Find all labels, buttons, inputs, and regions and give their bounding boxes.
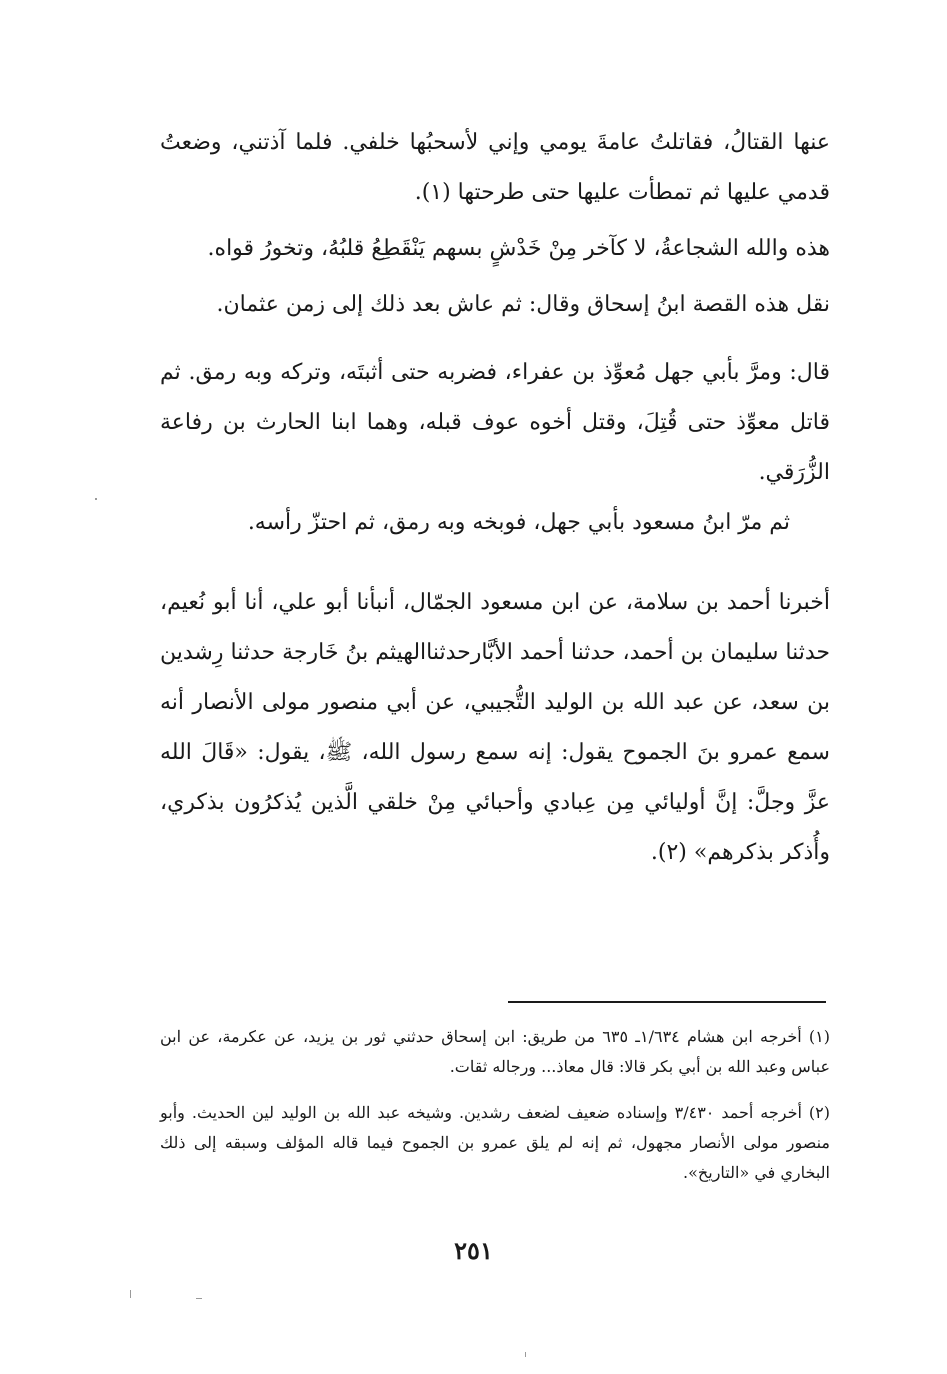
paragraph-6: أخبرنا أحمد بن سلامة، عن ابن مسعود الجمّال، أنبأنا أبو علي، أنا أبو نُعيم، حدثنا سليمان بن أحمد، حدثنا أحمد الأبَّارحدثناالهيثم بنُ خَارجة حدثنا رِشدين بن سعد، عن عبد الله بن الوليد التُّجيبي، عن أبي منصور مولى الأنصار أنه سمع عمرو بنَ الجموح يقول: إنه سمع رسول الله، ﷺ، يقول: «قَالَ الله عزَّ وجلَّ: إنَّ أوليائي مِن عِبادي وأحبائي مِنْ خلقي الَّذين يُذكرُون بذكري، وأُذكر بذكرهم» (٢). <box>160 590 830 865</box>
footnote-2: (٢) أخرجه أحمد ٣/٤٣٠ وإسناده ضعيف لضعف رشدين. وشيخه عبد الله بن الوليد لين الحديث. وأبو منصور مولى الأنصار مجهول، ثم إنه لم يلق عمرو بن الجموح فيما قاله المؤلف وسبقه إلى ذلك البخاري في «التاريخ». <box>160 1103 830 1182</box>
paragraph-2: هذه والله الشجاعةُ، لا كآخر مِنْ خَدْشٍ بسهم يَنْقَطِعُ قلبُهُ، وتخورُ قواه. <box>207 236 830 261</box>
footnote-divider <box>508 1001 826 1003</box>
scan-speck <box>196 1298 202 1299</box>
main-text <box>160 118 830 878</box>
page-number: ٢٥١ <box>454 1236 493 1265</box>
footnote-1: (١) أخرجه ابن هشام ١/٦٣٤ـ ٦٣٥ من طريق: ابن إسحاق حدثني ثور بن يزيد، عن عكرمة، عن ابن عباس وعبد الله بن أبي بكر قالا: قال معاذ... ورجاله ثقات. <box>160 1027 830 1076</box>
scan-speck <box>525 1352 526 1357</box>
paragraph-5: ثم مرّ ابنُ مسعود بأبي جهل، فوبخه وبه رمق، ثم احتزّ رأسه. <box>247 510 790 535</box>
scan-speck <box>95 498 97 500</box>
paragraph-1: عنها القتالُ، فقاتلتُ عامةَ يومي وإني لأسحبُها خلفي. فلما آذتني، وضعتُ قدمي عليها ثم تمطأت عليها حتى طرحتها (١). <box>160 130 830 205</box>
paragraph-4: قال: ومرَّ بأبي جهل مُعوِّذ بن عفراء، فضربه حتى أثبتَه، وتركه وبه رمق. ثم قاتل معوِّذ حتى قُتِلَ، وقتل أخوه عوف قبله، وهما ابنا الحارث بن رفاعة الزُّرَقي. <box>160 360 830 485</box>
scan-speck <box>130 1290 131 1298</box>
paragraph-3: نقل هذه القصة ابنُ إسحاق وقال: ثم عاش بعد ذلك إلى زمن عثمان. <box>216 292 830 317</box>
footnotes <box>160 1022 830 1188</box>
